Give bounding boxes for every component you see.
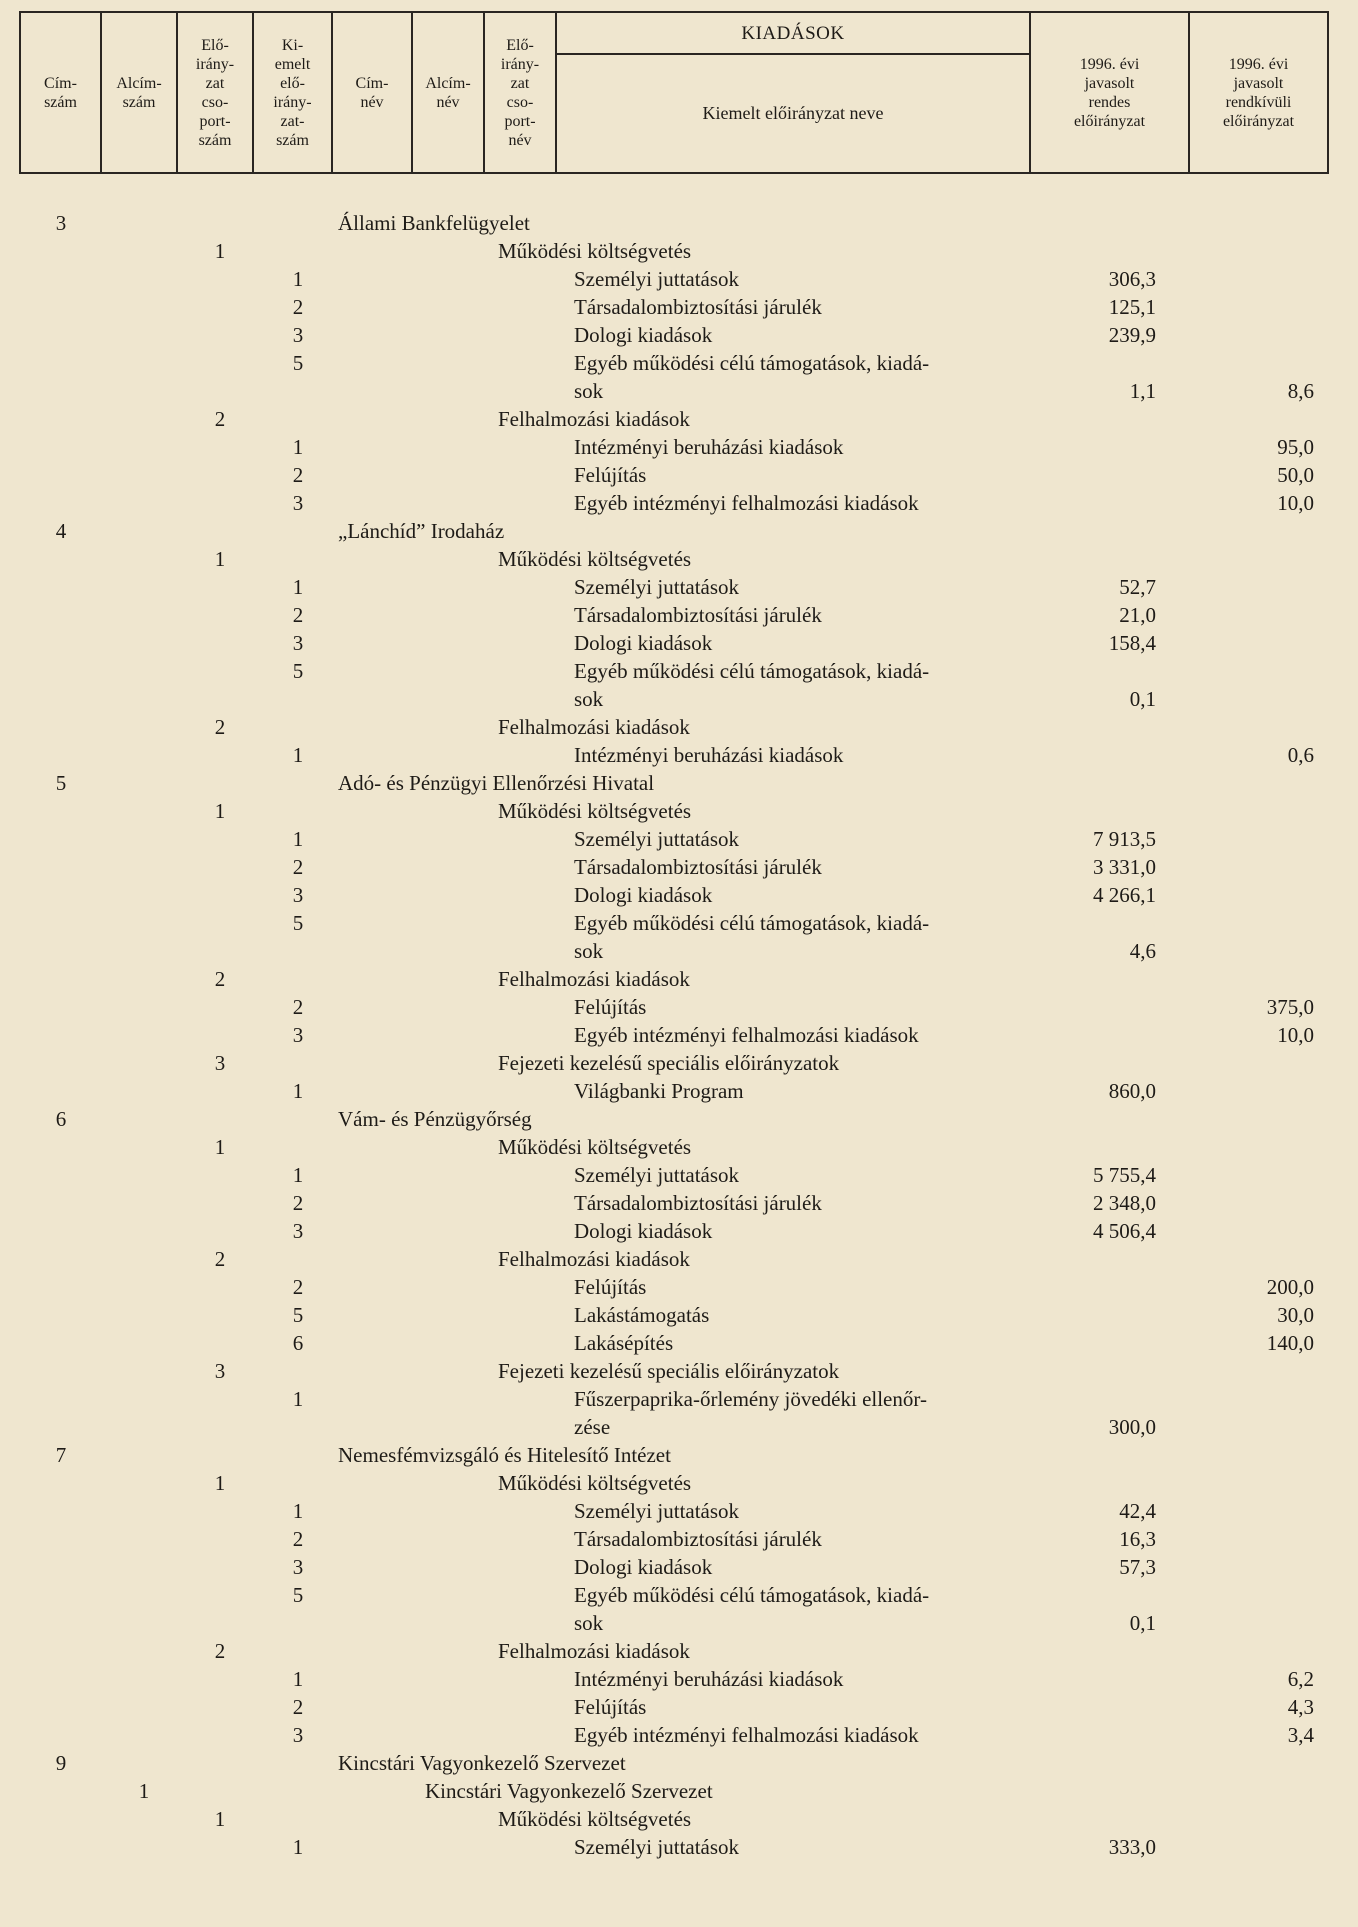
rendkivuli-value: 3,4 <box>1287 1723 1314 1747</box>
table-row <box>0 378 1358 405</box>
row-name: Felhalmozási kiadások <box>498 1639 690 1663</box>
col-header-kiemelt-nev: Kiemelt előirányzat neve <box>556 54 1030 173</box>
row-name: Kincstári Vagyonkezelő Szervezet <box>425 1779 713 1803</box>
table-row <box>0 826 1358 853</box>
row-name: Lakásépítés <box>574 1331 674 1355</box>
kiemelt-szam: 1 <box>292 435 304 459</box>
rendes-value: 4 266,1 <box>1093 883 1156 907</box>
table-row <box>0 1442 1358 1469</box>
rendkivuli-value: 200,0 <box>1266 1275 1314 1299</box>
rendkivuli-value: 50,0 <box>1277 463 1314 487</box>
table-row <box>0 938 1358 965</box>
row-name: Egyéb intézményi felhalmozási kiadások <box>574 1023 919 1047</box>
row-name: Felhalmozási kiadások <box>498 1247 690 1271</box>
table-row <box>0 1162 1358 1189</box>
table-row <box>0 714 1358 741</box>
kiemelt-szam: 2 <box>292 463 304 487</box>
table-row <box>0 994 1358 1021</box>
row-name: Személyi juttatások <box>574 267 740 291</box>
row-name: Dologi kiadások <box>574 323 713 347</box>
rendes-value: 21,0 <box>1119 603 1156 627</box>
kiemelt-szam: 3 <box>292 1219 304 1243</box>
table-row <box>0 1554 1358 1581</box>
kiemelt-szam: 2 <box>292 603 304 627</box>
table-row <box>0 1778 1358 1805</box>
kiemelt-szam: 5 <box>292 351 304 375</box>
row-name: Személyi juttatások <box>574 575 740 599</box>
rendes-value: 42,4 <box>1119 1499 1156 1523</box>
row-name: Fűszerpaprika-őrlemény jövedéki ellenőr- <box>574 1387 927 1411</box>
cim-szam: 3 <box>55 211 67 235</box>
kiemelt-szam: 2 <box>292 1695 304 1719</box>
row-name: Adó- és Pénzügyi Ellenőrzési Hivatal <box>338 771 655 795</box>
table-row <box>0 490 1358 517</box>
kiemelt-szam: 5 <box>292 659 304 683</box>
row-name: sok <box>574 687 604 711</box>
table-row <box>0 1610 1358 1637</box>
rendkivuli-value: 95,0 <box>1277 435 1314 459</box>
rendes-value: 0,1 <box>1129 687 1156 711</box>
row-name: Fejezeti kezelésű speciális előirányzatok <box>498 1051 840 1075</box>
kiemelt-szam: 1 <box>292 1499 304 1523</box>
row-name: Intézményi beruházási kiadások <box>574 435 844 459</box>
csoport-szam: 1 <box>214 547 226 571</box>
kiemelt-szam: 3 <box>292 631 304 655</box>
csoport-szam: 1 <box>214 1135 226 1159</box>
rendes-value: 3 331,0 <box>1093 855 1156 879</box>
row-name: Dologi kiadások <box>574 1219 713 1243</box>
kiemelt-szam: 5 <box>292 1303 304 1327</box>
row-name: Személyi juttatások <box>574 1835 740 1859</box>
rendes-value: 4,6 <box>1129 939 1156 963</box>
table-row <box>0 1806 1358 1833</box>
row-name: Működési költségvetés <box>498 1807 692 1831</box>
col-header-kiemelt-szam: Ki- emelt elő- irány- zat- szám <box>253 12 332 173</box>
table-row <box>0 1526 1358 1553</box>
rendkivuli-value: 4,3 <box>1287 1695 1314 1719</box>
table-row <box>0 350 1358 377</box>
row-name: Társadalombiztosítási járulék <box>574 603 822 627</box>
table-row <box>0 322 1358 349</box>
row-name: Felújítás <box>574 463 647 487</box>
cim-szam: 6 <box>55 1107 67 1131</box>
row-name: sok <box>574 939 604 963</box>
row-name: Társadalombiztosítási járulék <box>574 295 822 319</box>
table-row <box>0 658 1358 685</box>
table-row <box>0 1246 1358 1273</box>
col-header-kiadasok: KIADÁSOK <box>556 12 1030 54</box>
kiemelt-szam: 2 <box>292 1191 304 1215</box>
table-row <box>0 1106 1358 1133</box>
kiemelt-szam: 2 <box>292 1527 304 1551</box>
kiemelt-szam: 3 <box>292 883 304 907</box>
table-row <box>0 1638 1358 1665</box>
cim-szam: 4 <box>55 519 67 543</box>
rendes-value: 125,1 <box>1108 295 1156 319</box>
row-name: Társadalombiztosítási járulék <box>574 1191 822 1215</box>
rendkivuli-value: 140,0 <box>1266 1331 1314 1355</box>
table-row <box>0 210 1358 237</box>
csoport-szam: 2 <box>214 715 226 739</box>
table-row <box>0 1022 1358 1049</box>
rendkivuli-value: 10,0 <box>1277 491 1314 515</box>
kiemelt-szam: 1 <box>292 1163 304 1187</box>
row-name: Fejezeti kezelésű speciális előirányzatok <box>498 1359 840 1383</box>
row-name: Felhalmozási kiadások <box>498 715 690 739</box>
rendes-value: 0,1 <box>1129 1611 1156 1635</box>
csoport-szam: 2 <box>214 1639 226 1663</box>
table-row <box>0 966 1358 993</box>
row-name: Működési költségvetés <box>498 1135 692 1159</box>
table-row <box>0 518 1358 545</box>
col-header-csoport-szam: Elő- irány- zat cso- port- szám <box>177 12 253 173</box>
kiemelt-szam: 2 <box>292 995 304 1019</box>
table-row <box>0 434 1358 461</box>
row-name: Egyéb működési célú támogatások, kiadá- <box>574 351 930 375</box>
table-row <box>0 238 1358 265</box>
kiemelt-szam: 3 <box>292 1723 304 1747</box>
kiemelt-szam: 1 <box>292 827 304 851</box>
table-row <box>0 1834 1358 1861</box>
table-row <box>0 1414 1358 1441</box>
kiemelt-szam: 1 <box>292 1079 304 1103</box>
table-row <box>0 686 1358 713</box>
table-row <box>0 882 1358 909</box>
row-name: Dologi kiadások <box>574 631 713 655</box>
row-name: Személyi juttatások <box>574 1499 740 1523</box>
kiemelt-szam: 3 <box>292 1023 304 1047</box>
kiemelt-szam: 1 <box>292 267 304 291</box>
col-header-cim-szam: Cím- szám <box>20 12 101 173</box>
csoport-szam: 2 <box>214 1247 226 1271</box>
kiemelt-szam: 2 <box>292 295 304 319</box>
table-row <box>0 1134 1358 1161</box>
row-name: sok <box>574 1611 604 1635</box>
table-row <box>0 742 1358 769</box>
rendkivuli-value: 0,6 <box>1287 743 1314 767</box>
kiemelt-szam: 3 <box>292 323 304 347</box>
row-name: Működési költségvetés <box>498 1471 692 1495</box>
csoport-szam: 2 <box>214 967 226 991</box>
table-row <box>0 1750 1358 1777</box>
kiemelt-szam: 1 <box>292 1835 304 1859</box>
kiemelt-szam: 3 <box>292 491 304 515</box>
table-row <box>0 630 1358 657</box>
rendes-value: 2 348,0 <box>1093 1191 1156 1215</box>
row-name: Egyéb működési célú támogatások, kiadá- <box>574 659 930 683</box>
table-row <box>0 1694 1358 1721</box>
kiemelt-szam: 5 <box>292 1583 304 1607</box>
table-row <box>0 1722 1358 1749</box>
csoport-szam: 1 <box>214 1471 226 1495</box>
table-row <box>0 462 1358 489</box>
cim-szam: 7 <box>55 1443 67 1467</box>
table-row <box>0 798 1358 825</box>
rendes-value: 4 506,4 <box>1093 1219 1156 1243</box>
cim-szam: 9 <box>55 1751 67 1775</box>
kiemelt-szam: 3 <box>292 1555 304 1579</box>
table-row <box>0 854 1358 881</box>
csoport-szam: 2 <box>214 407 226 431</box>
kiemelt-szam: 5 <box>292 911 304 935</box>
rendes-value: 306,3 <box>1108 267 1156 291</box>
row-name: Egyéb intézményi felhalmozási kiadások <box>574 1723 919 1747</box>
row-name: Intézményi beruházási kiadások <box>574 743 844 767</box>
row-name: Egyéb intézményi felhalmozási kiadások <box>574 491 919 515</box>
table-row <box>0 1218 1358 1245</box>
table-row <box>0 574 1358 601</box>
table-row <box>0 546 1358 573</box>
rendes-value: 1,1 <box>1129 379 1156 403</box>
table-row <box>0 1190 1358 1217</box>
table-row <box>0 910 1358 937</box>
rendes-value: 7 913,5 <box>1093 827 1156 851</box>
row-name: Intézményi beruházási kiadások <box>574 1667 844 1691</box>
table-row <box>0 770 1358 797</box>
kiemelt-szam: 1 <box>292 575 304 599</box>
table-row <box>0 266 1358 293</box>
csoport-szam: 1 <box>214 239 226 263</box>
rendes-value: 158,4 <box>1108 631 1156 655</box>
row-name: Felújítás <box>574 1275 647 1299</box>
row-name: Dologi kiadások <box>574 883 713 907</box>
row-name: Nemesfémvizsgáló és Hitelesítő Intézet <box>338 1443 671 1467</box>
rendes-value: 860,0 <box>1108 1079 1156 1103</box>
row-name: Társadalombiztosítási járulék <box>574 855 822 879</box>
row-name: Egyéb működési célú támogatások, kiadá- <box>574 911 930 935</box>
col-header-csoport-nev: Elő- irány- zat cso- port- név <box>484 12 556 173</box>
table-row <box>0 1078 1358 1105</box>
rendes-value: 300,0 <box>1108 1415 1156 1439</box>
row-name: Felhalmozási kiadások <box>498 407 690 431</box>
table-row <box>0 1358 1358 1385</box>
kiemelt-szam: 1 <box>292 1667 304 1691</box>
col-header-alcim-szam: Alcím- szám <box>101 12 177 173</box>
row-name: zése <box>574 1415 611 1439</box>
row-name: Személyi juttatások <box>574 1163 740 1187</box>
rendes-value: 57,3 <box>1119 1555 1156 1579</box>
alcim-szam: 1 <box>138 1779 150 1803</box>
table-row <box>0 294 1358 321</box>
row-name: Kincstári Vagyonkezelő Szervezet <box>338 1751 626 1775</box>
row-name: Személyi juttatások <box>574 827 740 851</box>
table-row <box>0 1582 1358 1609</box>
row-name: Társadalombiztosítási járulék <box>574 1527 822 1551</box>
table-row <box>0 1386 1358 1413</box>
rendes-value: 239,9 <box>1108 323 1156 347</box>
row-name: Vám- és Pénzügyőrség <box>338 1107 532 1131</box>
kiemelt-szam: 1 <box>292 743 304 767</box>
kiemelt-szam: 2 <box>292 855 304 879</box>
table-row <box>0 602 1358 629</box>
table-row <box>0 1302 1358 1329</box>
rendes-value: 52,7 <box>1119 575 1156 599</box>
col-header-rendes: 1996. évi javasolt rendes előirányzat <box>1030 12 1189 173</box>
row-name: Egyéb működési célú támogatások, kiadá- <box>574 1583 930 1607</box>
row-name: sok <box>574 379 604 403</box>
rendes-value: 16,3 <box>1119 1527 1156 1551</box>
rendes-value: 333,0 <box>1108 1835 1156 1859</box>
row-name: Felújítás <box>574 1695 647 1719</box>
cim-szam: 5 <box>55 771 67 795</box>
kiemelt-szam: 2 <box>292 1275 304 1299</box>
col-header-rendkivuli: 1996. évi javasolt rendkívüli előirányzat <box>1189 12 1328 173</box>
csoport-szam: 3 <box>214 1051 226 1075</box>
col-header-alcim-nev: Alcím- név <box>412 12 484 173</box>
kiemelt-szam: 1 <box>292 1387 304 1411</box>
table-row <box>0 1470 1358 1497</box>
row-name: Állami Bankfelügyelet <box>338 211 530 235</box>
row-name: „Lánchíd” Irodaház <box>338 519 505 543</box>
col-header-cim-nev: Cím- név <box>332 12 412 173</box>
row-name: Működési költségvetés <box>498 239 692 263</box>
row-name: Működési költségvetés <box>498 547 692 571</box>
row-name: Világbanki Program <box>574 1079 744 1103</box>
rendkivuli-value: 8,6 <box>1287 379 1314 403</box>
table-row <box>0 1498 1358 1525</box>
row-name: Dologi kiadások <box>574 1555 713 1579</box>
csoport-szam: 1 <box>214 1807 226 1831</box>
csoport-szam: 3 <box>214 1359 226 1383</box>
table-row <box>0 1050 1358 1077</box>
rendes-value: 5 755,4 <box>1093 1163 1156 1187</box>
row-name: Felhalmozási kiadások <box>498 967 690 991</box>
table-row <box>0 1666 1358 1693</box>
table-row <box>0 1274 1358 1301</box>
rendkivuli-value: 30,0 <box>1277 1303 1314 1327</box>
row-name: Lakástámogatás <box>574 1303 710 1327</box>
row-name: Működési költségvetés <box>498 799 692 823</box>
row-name: Felújítás <box>574 995 647 1019</box>
rendkivuli-value: 6,2 <box>1287 1667 1314 1691</box>
table-row <box>0 406 1358 433</box>
csoport-szam: 1 <box>214 799 226 823</box>
rendkivuli-value: 10,0 <box>1277 1023 1314 1047</box>
kiemelt-szam: 6 <box>292 1331 304 1355</box>
table-row <box>0 1330 1358 1357</box>
rendkivuli-value: 375,0 <box>1266 995 1314 1019</box>
